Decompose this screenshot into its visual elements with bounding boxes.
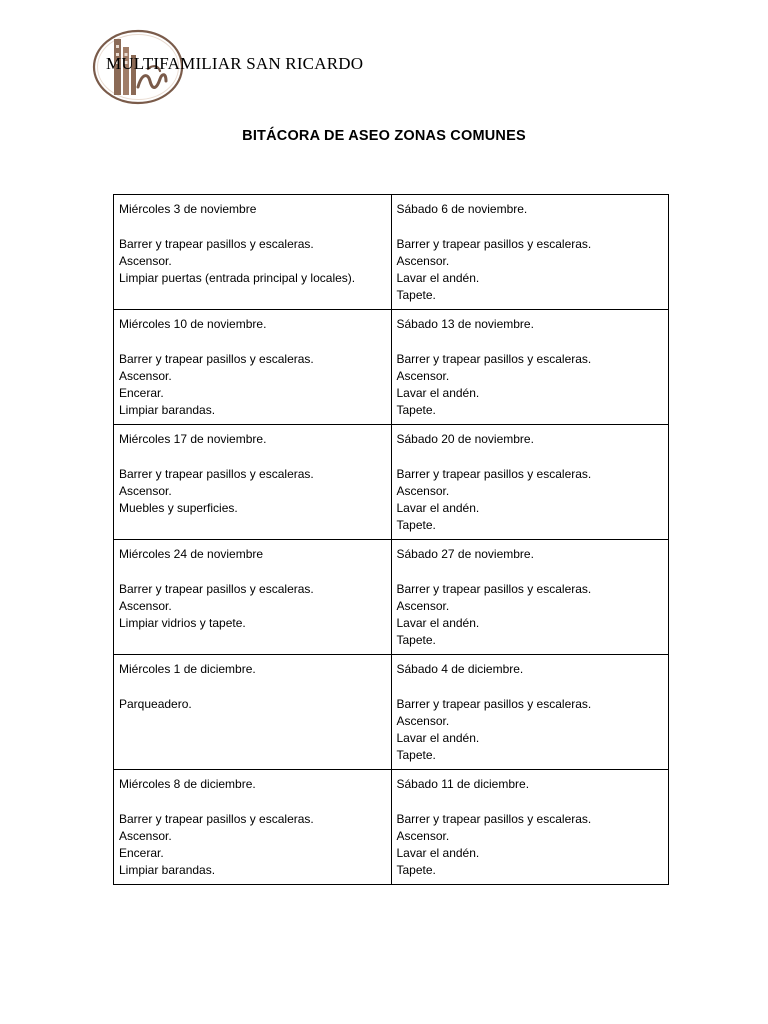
- task-item: Barrer y trapear pasillos y escaleras.: [119, 466, 314, 481]
- saturday-cell: [391, 310, 669, 425]
- cell-spacer: [397, 333, 664, 350]
- document-title: BITÁCORA DE ASEO ZONAS COMUNES: [242, 128, 526, 144]
- task-item: Limpiar puertas (entrada principal y locales).: [119, 271, 356, 286]
- task-item: Barrer y trapear pasillos y escaleras.: [396, 466, 592, 481]
- wednesday-cell: [114, 195, 392, 310]
- task-item: Ascensor.: [396, 713, 450, 728]
- saturday-cell: [391, 655, 669, 770]
- cell-spacer: [119, 333, 386, 350]
- task-item: Barrer y trapear pasillos y escaleras.: [119, 351, 314, 366]
- task-item: Tapete.: [396, 863, 436, 878]
- task-item: Barrer y trapear pasillos y escaleras.: [119, 581, 314, 596]
- wednesday-cell: [114, 770, 392, 885]
- cell-spacer: [119, 678, 386, 695]
- saturday-cell: [391, 195, 669, 310]
- task-item: Parqueadero.: [119, 696, 192, 711]
- task-item: Ascensor.: [396, 828, 450, 843]
- task-item: Barrer y trapear pasillos y escaleras.: [396, 696, 592, 711]
- day-date: Sábado 6 de noviembre.: [396, 202, 528, 216]
- cell-spacer: [119, 793, 386, 810]
- day-date: Sábado 4 de diciembre.: [396, 662, 524, 676]
- cleaning-schedule-table: [113, 194, 669, 885]
- day-date: Sábado 11 de diciembre.: [396, 777, 530, 791]
- task-item: Barrer y trapear pasillos y escaleras.: [396, 811, 592, 826]
- cell-spacer: [397, 448, 664, 465]
- task-item: Encerar.: [119, 386, 164, 401]
- saturday-cell: [391, 425, 669, 540]
- task-item: Barrer y trapear pasillos y escaleras.: [119, 236, 314, 251]
- saturday-cell: [391, 770, 669, 885]
- cell-spacer: [397, 678, 664, 695]
- task-item: Ascensor.: [396, 253, 450, 268]
- schedule-row: [114, 540, 669, 655]
- wednesday-cell: [114, 310, 392, 425]
- schedule-row: [114, 770, 669, 885]
- task-item: Tapete.: [396, 288, 436, 303]
- cell-spacer: [397, 563, 664, 580]
- task-item: Tapete.: [396, 633, 436, 648]
- task-item: Ascensor.: [119, 598, 172, 613]
- schedule-row: [114, 195, 669, 310]
- task-item: Lavar el andén.: [396, 616, 480, 631]
- wednesday-cell: [114, 655, 392, 770]
- wednesday-cell: [114, 425, 392, 540]
- cell-spacer: [119, 563, 386, 580]
- day-date: Sábado 13 de noviembre.: [396, 317, 534, 331]
- day-date: Sábado 27 de noviembre.: [396, 547, 534, 561]
- task-item: Barrer y trapear pasillos y escaleras.: [396, 351, 592, 366]
- cell-spacer: [397, 793, 664, 810]
- schedule-row: [114, 655, 669, 770]
- day-date: Miércoles 3 de noviembre: [119, 202, 257, 216]
- day-date: Miércoles 8 de diciembre.: [119, 777, 256, 791]
- day-date: Miércoles 1 de diciembre.: [119, 662, 256, 676]
- task-item: Ascensor.: [396, 368, 450, 383]
- day-date: Miércoles 24 de noviembre: [119, 547, 264, 561]
- task-item: Limpiar barandas.: [119, 863, 216, 878]
- task-item: Ascensor.: [119, 483, 172, 498]
- task-item: Encerar.: [119, 846, 164, 861]
- schedule-row: [114, 310, 669, 425]
- task-item: Ascensor.: [396, 598, 450, 613]
- wednesday-cell: [114, 540, 392, 655]
- day-date: Miércoles 17 de noviembre.: [119, 432, 267, 446]
- schedule-row: [114, 425, 669, 540]
- task-item: Tapete.: [396, 403, 436, 418]
- task-item: Muebles y superficies.: [119, 501, 238, 516]
- brand-name: MULTIFAMILIAR SAN RICARDO: [106, 54, 364, 73]
- task-item: Ascensor.: [119, 368, 172, 383]
- task-item: Tapete.: [396, 748, 436, 763]
- saturday-cell: [391, 540, 669, 655]
- task-item: Barrer y trapear pasillos y escaleras.: [396, 581, 592, 596]
- task-item: Ascensor.: [119, 828, 172, 843]
- task-item: Lavar el andén.: [396, 386, 480, 401]
- task-item: Tapete.: [396, 518, 436, 533]
- task-item: Ascensor.: [396, 483, 450, 498]
- task-item: Lavar el andén.: [396, 731, 480, 746]
- cell-spacer: [119, 218, 386, 235]
- cell-spacer: [119, 448, 386, 465]
- day-date: Miércoles 10 de noviembre.: [119, 317, 267, 331]
- task-item: Lavar el andén.: [396, 846, 480, 861]
- cell-spacer: [397, 218, 664, 235]
- task-item: Limpiar barandas.: [119, 403, 216, 418]
- task-item: Lavar el andén.: [396, 271, 480, 286]
- day-date: Sábado 20 de noviembre.: [396, 432, 534, 446]
- task-item: Lavar el andén.: [396, 501, 480, 516]
- task-item: Limpiar vidrios y tapete.: [119, 616, 246, 631]
- task-item: Ascensor.: [119, 253, 172, 268]
- task-item: Barrer y trapear pasillos y escaleras.: [396, 236, 592, 251]
- task-item: Barrer y trapear pasillos y escaleras.: [119, 811, 314, 826]
